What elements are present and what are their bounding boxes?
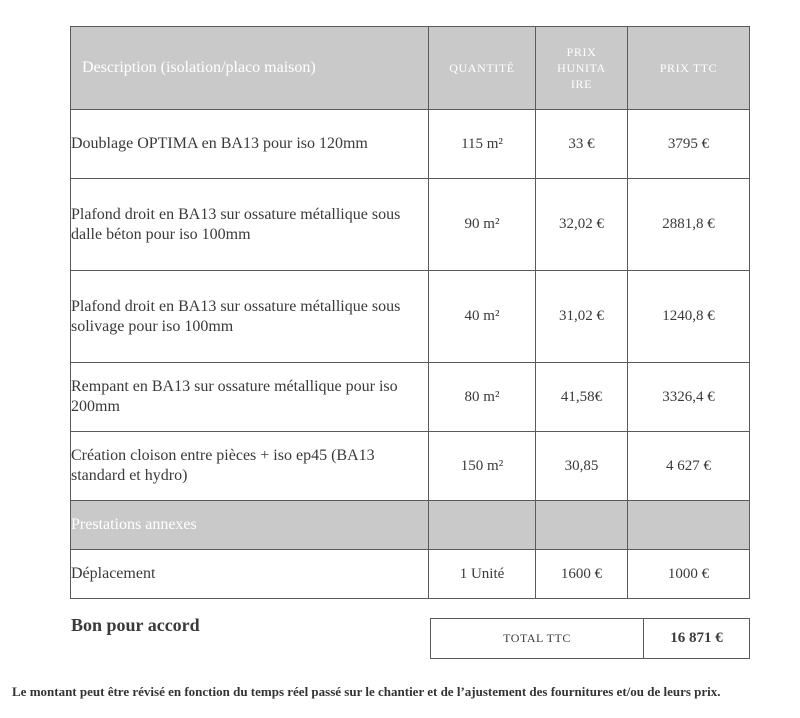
footnote: Le montant peut être révisé en fonction du temps réel passé sur le chantier et de l’ajustement des fournitures et/ou de leurs prix.	[12, 684, 721, 699]
section-empty-cell	[536, 501, 628, 550]
section-empty-cell	[628, 501, 750, 550]
row-description: Déplacement	[71, 550, 429, 599]
row-unit-price: 41,58€	[536, 363, 628, 432]
row-quantity: 115 m²	[429, 110, 536, 179]
row-quantity: 1 Unité	[429, 550, 536, 599]
section-label: Prestations annexes	[71, 501, 429, 550]
total-value: 16 871 €	[670, 630, 723, 646]
row-quantity: 150 m²	[429, 432, 536, 501]
table-row	[71, 271, 750, 363]
header-quantity: QUANTITÉ	[429, 27, 536, 110]
row-total-price: 4 627 €	[628, 432, 750, 501]
row-unit-price: 1600 €	[536, 550, 628, 599]
row-unit-price: 33 €	[536, 110, 628, 179]
row-total-price: 1240,8 €	[628, 271, 750, 363]
row-unit-price: 30,85	[536, 432, 628, 501]
table-row	[71, 363, 750, 432]
header-unit-price: PRIX HUNITA IRE	[536, 27, 628, 110]
quote-table	[70, 26, 750, 599]
total-label: TOTAL TTC	[431, 619, 644, 658]
row-total-price: 3795 €	[628, 110, 750, 179]
row-quantity: 80 m²	[429, 363, 536, 432]
row-total-price: 1000 €	[628, 550, 750, 599]
row-description: Plafond droit en BA13 sur ossature métallique sous dalle béton pour iso 100mm	[71, 179, 429, 271]
row-unit-price: 32,02 €	[536, 179, 628, 271]
row-quantity: 40 m²	[429, 271, 536, 363]
approval-label: Bon pour accord	[71, 615, 200, 635]
row-description: Création cloison entre pièces + iso ep45 (BA13 standard et hydro)	[71, 432, 429, 501]
row-quantity: 90 m²	[429, 179, 536, 271]
header-description: Description (isolation/placo maison)	[71, 27, 429, 110]
section-empty-cell	[429, 501, 536, 550]
table-row	[71, 432, 750, 501]
header-total-price: PRIX TTC	[628, 27, 750, 110]
table-row	[71, 179, 750, 271]
row-total-price: 3326,4 €	[628, 363, 750, 432]
row-description: Plafond droit en BA13 sur ossature métallique sous solivage pour iso 100mm	[71, 271, 429, 363]
table-row	[71, 550, 750, 599]
section-row	[71, 501, 750, 550]
row-total-price: 2881,8 €	[628, 179, 750, 271]
row-description: Doublage OPTIMA en BA13 pour iso 120mm	[71, 110, 429, 179]
row-unit-price: 31,02 €	[536, 271, 628, 363]
table-header-row	[71, 27, 750, 110]
table-row	[71, 110, 750, 179]
row-description: Rempant en BA13 sur ossature métallique pour iso 200mm	[71, 363, 429, 432]
total-box	[430, 618, 750, 659]
